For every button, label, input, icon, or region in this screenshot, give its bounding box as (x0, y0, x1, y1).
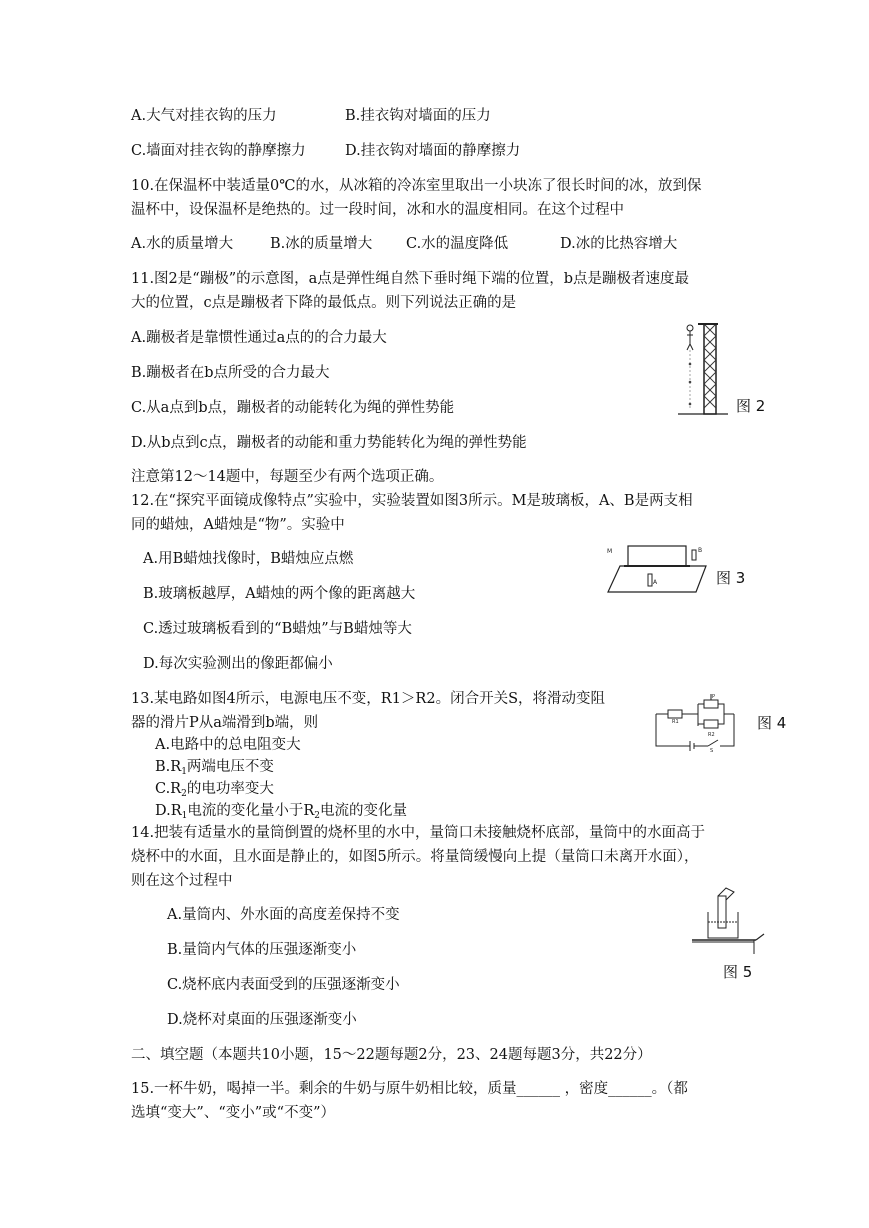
q10-stem-line1: 10.在保温杯中装适量0℃的水，从冰箱的冷冻室里取出一小块冻了很长时间的冰，放到保 (131, 178, 702, 194)
svg-text:S: S (710, 748, 714, 752)
q10-option-b: B.冰的质量增大 (270, 236, 373, 252)
q15-line1: 15.一杯牛奶，喝掉一半。剩余的牛奶与原牛奶相比较，质量______ ，密度______。（都 (131, 1081, 688, 1097)
q13-stem-line1: 13.某电路如图4所示，电源电压不变，R1＞R2。闭合开关S，将滑动变阻 (131, 691, 606, 707)
q14-option-b: B.量筒内气体的压强逐渐变小 (167, 942, 357, 958)
q13-option-a: A.电路中的总电阻变大 (155, 737, 301, 753)
q10-stem-line2: 温杯中，设保温杯是绝热的。过一段时间，冰和水的温度相同。在这个过程中 (131, 202, 624, 218)
svg-text:A: A (653, 579, 658, 586)
svg-text:P: P (712, 694, 716, 700)
figure-5-label: 图 5 (723, 963, 753, 981)
figure-5-beaker (688, 882, 768, 954)
figure-4-label: 图 4 (757, 714, 787, 732)
q10-option-a: A.水的质量增大 (131, 236, 234, 252)
section-2-heading: 二、填空题（本题共10小题，15～22题每题2分，23、24题每题3分，共22分） (131, 1047, 652, 1063)
q13-option-d: $D.R_1$电流的变化量小于$R_2$电流的变化量 (155, 803, 408, 821)
q14-stem-line3: 则在这个过程中 (131, 873, 233, 889)
q14-stem-line2: 烧杯中的水面，且水面是静止的，如图5所示。将量筒缓慢向上提（量筒口未离开水面）， (131, 849, 699, 865)
note-multi-answer: 注意第12～14题中，每题至少有两个选项正确。 (131, 469, 444, 485)
q9-option-a: A.大气对挂衣钩的压力 (131, 108, 277, 124)
q12-stem-line1: 12.在“探究平面镜成像特点”实验中，实验装置如图3所示。M是玻璃板，A、B是两支相 (131, 493, 693, 509)
svg-text:R2: R2 (708, 732, 715, 738)
q12-option-a: A.用B蜡烛找像时，B蜡烛应点燃 (143, 551, 354, 567)
figure-3-mirror-setup (604, 538, 712, 596)
q11-option-b: B.蹦极者在b点所受的合力最大 (131, 365, 330, 381)
svg-text:R1: R1 (672, 719, 679, 725)
q12-stem-line2: 同的蜡烛，A蜡烛是“物”。实验中 (131, 517, 345, 533)
q11-option-a: A.蹦极者是靠惯性通过a点的的合力最大 (131, 330, 387, 346)
q11-option-c: C.从a点到b点，蹦极者的动能转化为绳的弹性势能 (131, 400, 455, 416)
q12-option-b: B.玻璃板越厚，A蜡烛的两个像的距离越大 (143, 586, 416, 602)
q14-stem-line1: 14.把装有适量水的量筒倒置的烧杯里的水中，量筒口未接触烧杯底部，量筒中的水面高于 (131, 825, 706, 841)
q14-option-d: D.烧杯对桌面的压强逐渐变小 (167, 1012, 357, 1028)
svg-text:B: B (698, 547, 703, 554)
figure-3-label: 图 3 (716, 569, 746, 587)
q13-option-b: $B.R_1$两端电压不变 (155, 759, 274, 777)
q10-option-d: D.冰的比热容增大 (560, 236, 678, 252)
q9-option-c: C.墙面对挂衣钩的静摩擦力 (131, 143, 306, 159)
figure-4-circuit (650, 692, 742, 752)
q13-option-c: $C.R_2$的电功率变大 (155, 781, 274, 799)
q10-option-c: C.水的温度降低 (406, 236, 509, 252)
figure-2-label: 图 2 (736, 397, 766, 415)
q9-option-b: B.挂衣钩对墙面的压力 (345, 108, 491, 124)
q11-stem-line1: 11.图2是“蹦极”的示意图，a点是弹性绳自然下垂时绳下端的位置，b点是蹦极者速度最 (131, 271, 690, 287)
q11-option-d: D.从b点到c点，蹦极者的动能和重力势能转化为绳的弹性势能 (131, 435, 527, 451)
q14-option-c: C.烧杯底内表面受到的压强逐渐变小 (167, 977, 400, 993)
q13-stem-line2: 器的滑片P从a端滑到b端，则 (131, 715, 319, 731)
q12-option-c: C.透过玻璃板看到的“B蜡烛”与B蜡烛等大 (143, 621, 412, 637)
q15-line2: 选填“变大”、“变小”或“不变”） (131, 1105, 335, 1121)
q11-stem-line2: 大的位置，c点是蹦极者下降的最低点。则下列说法正确的是 (131, 295, 517, 311)
q9-option-d: D.挂衣钩对墙面的静摩擦力 (345, 143, 521, 159)
q14-option-a: A.量筒内、外水面的高度差保持不变 (167, 907, 400, 923)
svg-text:M: M (607, 548, 613, 555)
q12-option-d: D.每次实验测出的像距都偏小 (143, 656, 333, 672)
